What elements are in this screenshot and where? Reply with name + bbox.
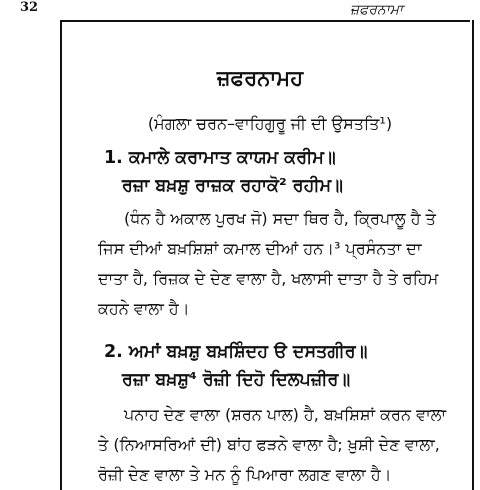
paragraph-1: (ਧੰਨ ਹੈ ਅਕਾਲ ਪੁਰਖ ਜੋ) ਸਦਾ ਥਿਰ ਹੈ, ਕ੍ਰਿਪਾਲੂ ਹੈ ਤੇ ਜਿਸ ਦੀਆਂ ਬਖ਼ਸ਼ਿਸ਼ਾਂ ਕਮਾਲ ਦੀਆਂ ਹਨ।³ ਪ੍ਰਸੰਨਤਾ ਦਾ ਦਾਤਾ ਹੈ, ਰਿਜ਼ਕ ਦੇ ਦੇਣ ਵਾਲਾ ਹੈ, ਖਲਾਸੀ ਦਾਤਾ ਹੈ ਤੇ ਰਹਿਮ ਕਹਨੇ ਵਾਲਾ ਹੈ। xyxy=(98,209,439,318)
running-header: ਜ਼ਫਰਨਾਮਾ xyxy=(350,2,403,18)
subtitle: (ਮੰਗਲਾ ਚਰਨ–ਵਾਹਿਗੁਰੂ ਜੀ ਦੀ ਉਸਤਤਿ¹) xyxy=(147,114,393,133)
verse-1-line-1: 1. ਕਮਾਲੇ ਕਰਾਮਾਤ ਕਾਯਮ ਕਰੀਮ॥ xyxy=(104,148,336,168)
verse-2-line-2: ਰਜ਼ਾ ਬਖ਼ਸ਼ੁ⁴ ਰੋਜ਼ੀ ਦਿਹੋ ਦਿਲਪਜ਼ੀਰ॥ xyxy=(122,370,351,390)
paragraph-2: ਪਨਾਹ ਦੇਣ ਵਾਲਾ (ਸ਼ਰਨ ਪਾਲ) ਹੈ, ਬਖ਼ਸ਼ਿਸ਼ਾਂ ਕਰਨ ਵਾਲਾ ਤੇ (ਨਿਆਸਰਿਆਂ ਦੀ) ਬਾਂਹ ਫੜਨੇ ਵਾਲਾ ਹੈ; ਖ਼ੁਸ਼ੀ ਦੇਣ ਵਾਲਾ, ਰੋਜ਼ੀ ਦੇਣ ਵਾਲਾ ਤੇ ਮਨ ਨੂੰ ਪਿਆਰਾ ਲਗਣ ਵਾਲਾ ਹੈ। xyxy=(98,405,447,484)
verse-2-line-1: 2. ਅਮਾਂ ਬਖ਼ਸ਼ੁ ਬਖ਼ਸ਼ਿੰਦਹ ੳ ਦਸਤਗੀਰ॥ xyxy=(104,342,368,362)
verse-1-line-2: ਰਜ਼ਾ ਬਖ਼ਸ਼ੁ ਰਾਜ਼ਕ ਰਹਾਕੋ² ਰਹੀਮ॥ xyxy=(122,176,343,196)
page-title: ਜ਼ਫਰਨਾਮਹ xyxy=(216,66,304,90)
page-number: 32 xyxy=(20,0,39,15)
